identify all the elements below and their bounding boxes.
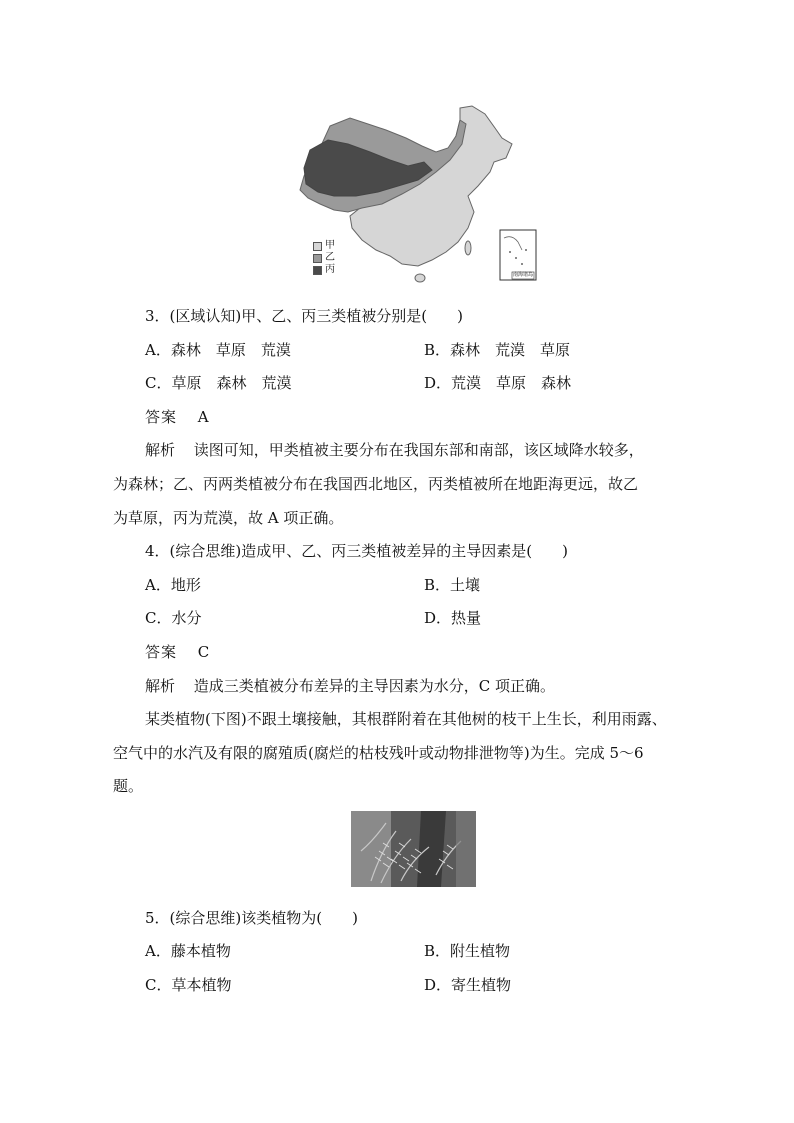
q4-answer-row bbox=[145, 642, 715, 662]
q3-option-a: A．森林 草原 荒漠 bbox=[145, 341, 291, 359]
q3-answer-row bbox=[145, 407, 715, 427]
q3-analysis-line2: 为森林；乙、丙两类植被分布在我国西北地区，丙类植被所在地距海更远，故乙 bbox=[113, 475, 639, 493]
legend-label: 丙 bbox=[325, 264, 335, 275]
intro-line2: 空气中的水汽及有限的腐殖质(腐烂的枯枝残叶或动物排泄物等)为生。完成 5～6 bbox=[113, 744, 644, 762]
map-legend bbox=[313, 240, 335, 276]
analysis-text: 造成三类植被分布差异的主导因素为水分，C 项正确。 bbox=[193, 677, 556, 695]
epiphyte-plant-photo bbox=[351, 811, 476, 887]
q5-option-d: D．寄生植物 bbox=[424, 976, 512, 994]
intro-line3: 题。 bbox=[113, 777, 144, 795]
analysis-label: 解析 bbox=[145, 677, 176, 695]
q4-analysis-line1 bbox=[145, 676, 715, 696]
legend-label: 乙 bbox=[325, 252, 335, 263]
legend-swatch bbox=[313, 266, 322, 275]
map-island-hainan bbox=[415, 274, 425, 282]
q3-analysis-line1 bbox=[145, 440, 715, 460]
legend-item-yi bbox=[313, 252, 335, 264]
analysis-label: 解析 bbox=[145, 441, 176, 459]
legend-item-bing bbox=[313, 264, 335, 276]
q5-option-a: A．藤本植物 bbox=[145, 942, 231, 960]
answer-label: 答案 bbox=[145, 643, 178, 661]
q5-option-c: C．草本植物 bbox=[145, 976, 232, 994]
q4-option-b: B．土壤 bbox=[424, 576, 481, 594]
answer-value: A bbox=[197, 408, 209, 426]
plant-photo-graphic bbox=[351, 811, 476, 887]
map-island-taiwan bbox=[465, 241, 471, 255]
legend-swatch bbox=[313, 254, 322, 263]
q5-option-b: B．附生植物 bbox=[424, 942, 511, 960]
q3-option-d: D．荒漠 草原 森林 bbox=[424, 374, 572, 392]
q4-option-a: A．地形 bbox=[145, 576, 201, 594]
q4-option-d: D．热量 bbox=[424, 609, 482, 627]
q3-stem: 3．(区域认知)甲、乙、丙三类植被分别是( ) bbox=[145, 307, 463, 325]
answer-value: C bbox=[197, 643, 210, 661]
inset-label: 南海诸岛 bbox=[512, 272, 533, 278]
intro-line1: 某类植物(下图)不跟土壤接触，其根群附着在其他树的枝干上生长，利用雨露、 bbox=[145, 710, 667, 728]
legend-swatch bbox=[313, 242, 322, 251]
analysis-text: 读图可知，甲类植被主要分布在我国东部和南部，该区域降水较多， bbox=[193, 441, 644, 459]
q5-stem: 5．(综合思维)该类植物为( ) bbox=[145, 909, 358, 927]
answer-label: 答案 bbox=[145, 408, 178, 426]
legend-label: 甲 bbox=[325, 240, 335, 251]
q4-option-c: C．水分 bbox=[145, 609, 202, 627]
q3-analysis-line3: 为草原，丙为荒漠，故 A 项正确。 bbox=[113, 509, 344, 527]
q4-stem: 4．(综合思维)造成甲、乙、丙三类植被差异的主导因素是( ) bbox=[145, 542, 568, 560]
q3-option-b: B．森林 荒漠 草原 bbox=[424, 341, 571, 359]
q3-option-c: C．草原 森林 荒漠 bbox=[145, 374, 292, 392]
legend-item-jia bbox=[313, 240, 335, 252]
